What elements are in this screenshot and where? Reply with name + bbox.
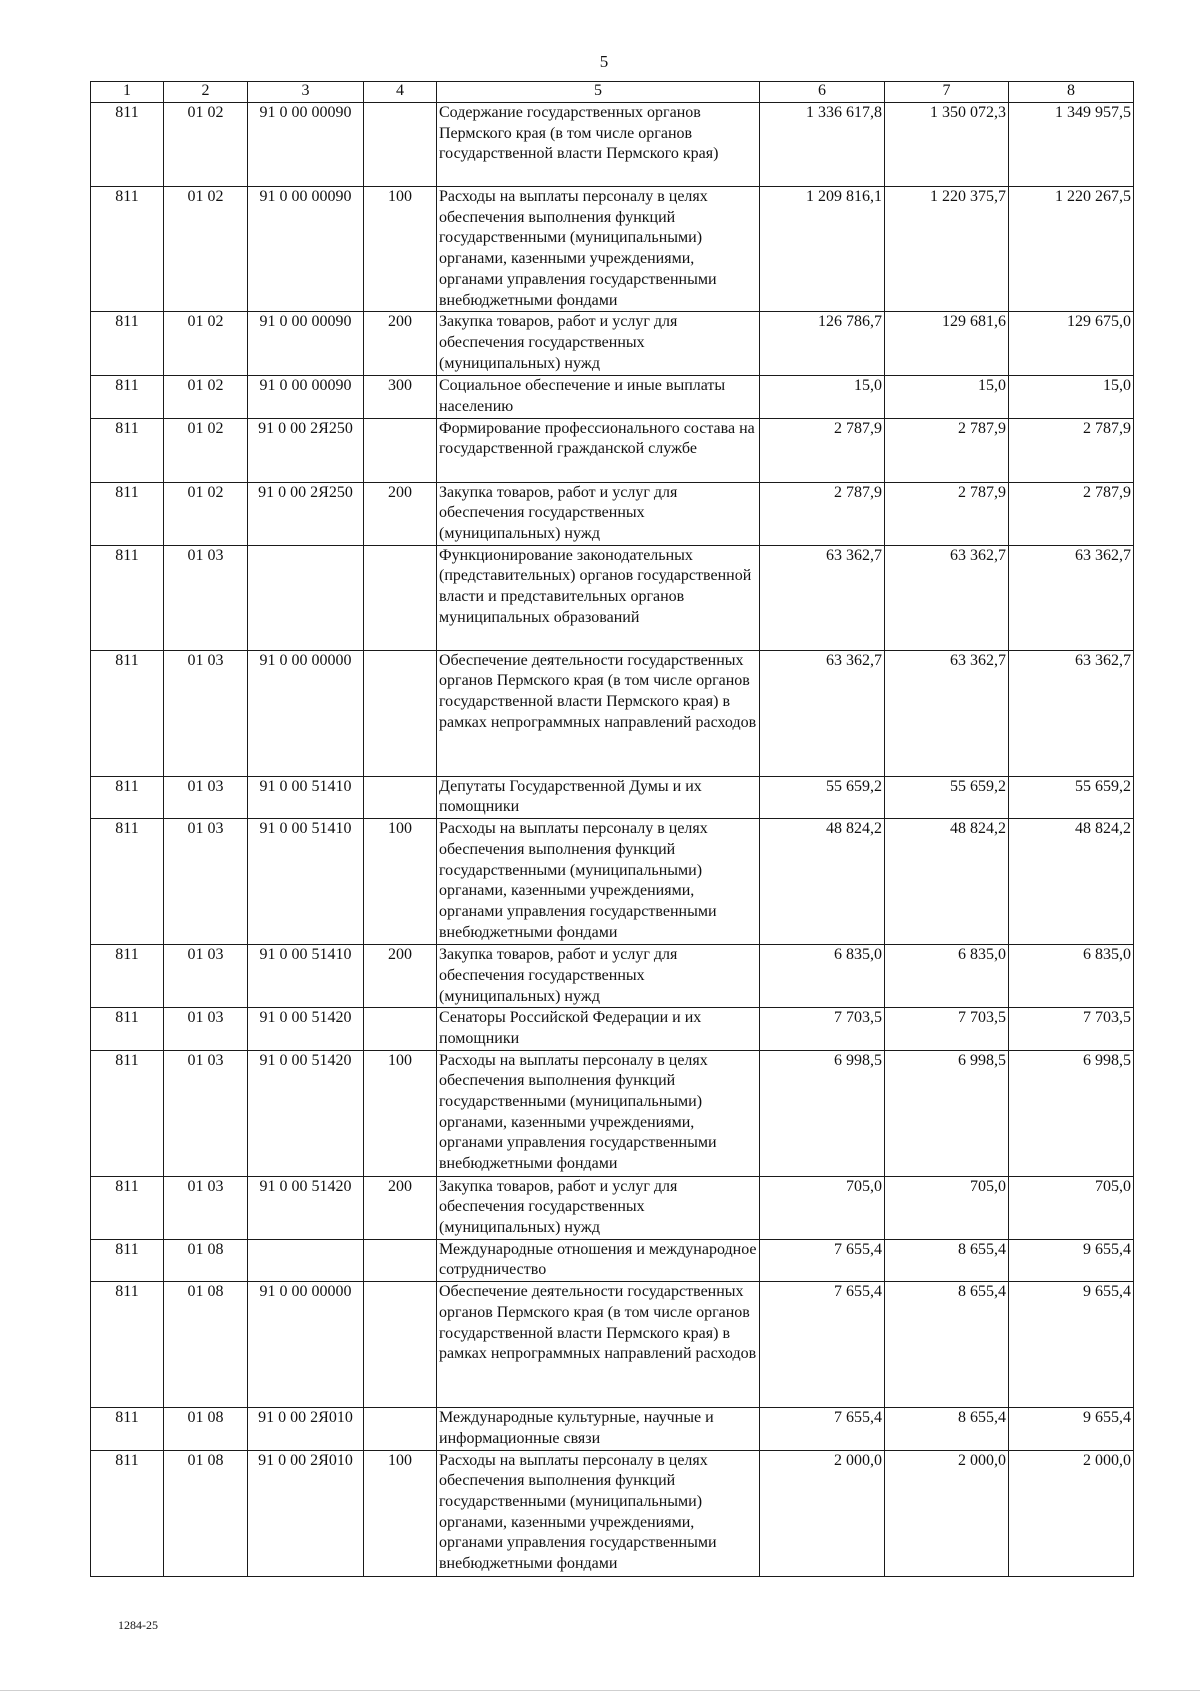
- cell-ministry: 811: [91, 650, 164, 776]
- table-row: [91, 482, 1134, 545]
- cell-section: 01 08: [164, 1282, 248, 1408]
- cell-description: Социальное обеспечение и иные выплаты населению: [437, 376, 760, 418]
- cell-section: 01 08: [164, 1239, 248, 1281]
- cell-expense-type: 200: [364, 312, 437, 376]
- table-row: [91, 418, 1134, 482]
- cell-target-article: 91 0 00 00090: [248, 312, 364, 376]
- header-col-2: 2: [164, 82, 248, 103]
- table-row: [91, 776, 1134, 818]
- cell-ministry: 811: [91, 945, 164, 1008]
- table-row: [91, 1450, 1134, 1576]
- cell-expense-type: 200: [364, 1176, 437, 1239]
- cell-target-article: 91 0 00 00000: [248, 650, 364, 776]
- cell-expense-type: [364, 1239, 437, 1281]
- cell-amount-8: 7 703,5: [1009, 1008, 1134, 1050]
- cell-amount-6: 48 824,2: [760, 819, 885, 945]
- cell-ministry: 811: [91, 376, 164, 418]
- cell-section: 01 03: [164, 545, 248, 650]
- cell-amount-6: 7 655,4: [760, 1282, 885, 1408]
- cell-amount-8: 705,0: [1009, 1176, 1134, 1239]
- cell-target-article: 91 0 00 00000: [248, 1282, 364, 1408]
- cell-amount-7: 705,0: [885, 1176, 1009, 1239]
- cell-amount-8: 48 824,2: [1009, 819, 1134, 945]
- cell-section: 01 02: [164, 482, 248, 545]
- document-code: 1284-25: [118, 1618, 158, 1632]
- cell-expense-type: [364, 1282, 437, 1408]
- cell-amount-6: 1 336 617,8: [760, 103, 885, 187]
- cell-expense-type: 100: [364, 819, 437, 945]
- cell-amount-6: 2 787,9: [760, 482, 885, 545]
- cell-target-article: 91 0 00 00090: [248, 103, 364, 187]
- cell-description: Закупка товаров, работ и услуг для обеспечения государственных (муниципальных) нужд: [437, 1176, 760, 1239]
- table-row: [91, 650, 1134, 776]
- cell-expense-type: 200: [364, 482, 437, 545]
- header-col-7: 7: [885, 82, 1009, 103]
- cell-amount-6: 2 000,0: [760, 1450, 885, 1576]
- cell-amount-8: 9 655,4: [1009, 1239, 1134, 1281]
- scan-edge-divider: [0, 1690, 1200, 1691]
- cell-amount-8: 2 787,9: [1009, 418, 1134, 482]
- cell-section: 01 03: [164, 1050, 248, 1176]
- cell-section: 01 03: [164, 650, 248, 776]
- cell-amount-8: 63 362,7: [1009, 650, 1134, 776]
- table-row: [91, 1050, 1134, 1176]
- cell-section: 01 02: [164, 376, 248, 418]
- cell-section: 01 03: [164, 819, 248, 945]
- cell-description: Закупка товаров, работ и услуг для обеспечения государственных (муниципальных) нужд: [437, 945, 760, 1008]
- cell-amount-6: 6 835,0: [760, 945, 885, 1008]
- cell-amount-8: 1 349 957,5: [1009, 103, 1134, 187]
- cell-description: Расходы на выплаты персоналу в целях обеспечения выполнения функций государственными (муниципальными) органами, казенными учреждениями, органами управления государственными внебюджетными фондами: [437, 187, 760, 312]
- cell-amount-7: 2 787,9: [885, 418, 1009, 482]
- table-row: [91, 312, 1134, 376]
- cell-description: Закупка товаров, работ и услуг для обеспечения государственных (муниципальных) нужд: [437, 312, 760, 376]
- cell-amount-7: 63 362,7: [885, 650, 1009, 776]
- cell-ministry: 811: [91, 819, 164, 945]
- cell-ministry: 811: [91, 1239, 164, 1281]
- cell-amount-8: 63 362,7: [1009, 545, 1134, 650]
- cell-section: 01 08: [164, 1450, 248, 1576]
- cell-amount-6: 15,0: [760, 376, 885, 418]
- cell-ministry: 811: [91, 1176, 164, 1239]
- cell-ministry: 811: [91, 187, 164, 312]
- cell-amount-7: 2 000,0: [885, 1450, 1009, 1576]
- table-row: [91, 1239, 1134, 1281]
- cell-expense-type: [364, 1008, 437, 1050]
- table-row: [91, 819, 1134, 945]
- cell-ministry: 811: [91, 545, 164, 650]
- cell-ministry: 811: [91, 418, 164, 482]
- cell-target-article: 91 0 00 51410: [248, 776, 364, 818]
- cell-amount-8: 6 998,5: [1009, 1050, 1134, 1176]
- cell-expense-type: [364, 1408, 437, 1450]
- table-row: [91, 103, 1134, 187]
- cell-target-article: [248, 545, 364, 650]
- cell-amount-6: 2 787,9: [760, 418, 885, 482]
- cell-amount-6: 126 786,7: [760, 312, 885, 376]
- cell-section: 01 02: [164, 103, 248, 187]
- header-row: [91, 82, 1134, 103]
- cell-amount-7: 129 681,6: [885, 312, 1009, 376]
- cell-target-article: [248, 1239, 364, 1281]
- cell-expense-type: [364, 103, 437, 187]
- cell-section: 01 03: [164, 1176, 248, 1239]
- cell-target-article: 91 0 00 51410: [248, 945, 364, 1008]
- cell-expense-type: [364, 418, 437, 482]
- cell-amount-7: 1 220 375,7: [885, 187, 1009, 312]
- cell-target-article: 91 0 00 00090: [248, 187, 364, 312]
- table-row: [91, 945, 1134, 1008]
- table-row: [91, 1176, 1134, 1239]
- header-col-8: 8: [1009, 82, 1134, 103]
- cell-amount-8: 1 220 267,5: [1009, 187, 1134, 312]
- table-row: [91, 1282, 1134, 1408]
- cell-amount-7: 7 703,5: [885, 1008, 1009, 1050]
- cell-description: Обеспечение деятельности государственных органов Пермского края (в том числе органов государственной власти Пермского края) в рамках непрограммных направлений расходов: [437, 650, 760, 776]
- cell-description: Обеспечение деятельности государственных органов Пермского края (в том числе органов государственной власти Пермского края) в рамках непрограммных направлений расходов: [437, 1282, 760, 1408]
- cell-ministry: 811: [91, 1408, 164, 1450]
- cell-description: Закупка товаров, работ и услуг для обеспечения государственных (муниципальных) нужд: [437, 482, 760, 545]
- cell-amount-6: 7 655,4: [760, 1408, 885, 1450]
- cell-ministry: 811: [91, 776, 164, 818]
- cell-amount-7: 1 350 072,3: [885, 103, 1009, 187]
- cell-expense-type: 200: [364, 945, 437, 1008]
- cell-description: Содержание государственных органов Пермского края (в том числе органов государственной власти Пермского края): [437, 103, 760, 187]
- cell-amount-8: 2 000,0: [1009, 1450, 1134, 1576]
- cell-amount-6: 705,0: [760, 1176, 885, 1239]
- cell-amount-7: 8 655,4: [885, 1239, 1009, 1281]
- cell-amount-6: 63 362,7: [760, 545, 885, 650]
- cell-description: Расходы на выплаты персоналу в целях обеспечения выполнения функций государственными (муниципальными) органами, казенными учреждениями, органами управления государственными внебюджетными фондами: [437, 819, 760, 945]
- cell-description: Сенаторы Российской Федерации и их помощники: [437, 1008, 760, 1050]
- cell-description: Международные отношения и международное сотрудничество: [437, 1239, 760, 1281]
- cell-description: Расходы на выплаты персоналу в целях обеспечения выполнения функций государственными (муниципальными) органами, казенными учреждениями, органами управления государственными внебюджетными фондами: [437, 1450, 760, 1576]
- cell-target-article: 91 0 00 2Я250: [248, 418, 364, 482]
- cell-amount-7: 2 787,9: [885, 482, 1009, 545]
- cell-amount-7: 48 824,2: [885, 819, 1009, 945]
- cell-ministry: 811: [91, 312, 164, 376]
- cell-expense-type: 300: [364, 376, 437, 418]
- cell-description: Депутаты Государственной Думы и их помощники: [437, 776, 760, 818]
- cell-ministry: 811: [91, 1050, 164, 1176]
- page-number: 5: [599, 52, 609, 71]
- cell-target-article: 91 0 00 51420: [248, 1176, 364, 1239]
- cell-amount-8: 9 655,4: [1009, 1282, 1134, 1408]
- table-row: [91, 376, 1134, 418]
- cell-expense-type: [364, 776, 437, 818]
- cell-amount-6: 7 703,5: [760, 1008, 885, 1050]
- cell-amount-8: 129 675,0: [1009, 312, 1134, 376]
- cell-target-article: 91 0 00 2Я010: [248, 1408, 364, 1450]
- cell-ministry: 811: [91, 1282, 164, 1408]
- cell-expense-type: [364, 545, 437, 650]
- cell-section: 01 02: [164, 418, 248, 482]
- cell-amount-6: 6 998,5: [760, 1050, 885, 1176]
- cell-description: Расходы на выплаты персоналу в целях обеспечения выполнения функций государственными (муниципальными) органами, казенными учреждениями, органами управления государственными внебюджетными фондами: [437, 1050, 760, 1176]
- cell-section: 01 08: [164, 1408, 248, 1450]
- cell-target-article: 91 0 00 51410: [248, 819, 364, 945]
- table-row: [91, 545, 1134, 650]
- cell-amount-8: 9 655,4: [1009, 1408, 1134, 1450]
- cell-expense-type: 100: [364, 1050, 437, 1176]
- table-row: [91, 1408, 1134, 1450]
- cell-description: Формирование профессионального состава на государственной гражданской службе: [437, 418, 760, 482]
- cell-amount-7: 8 655,4: [885, 1408, 1009, 1450]
- cell-amount-6: 63 362,7: [760, 650, 885, 776]
- cell-ministry: 811: [91, 482, 164, 545]
- cell-amount-6: 7 655,4: [760, 1239, 885, 1281]
- header-col-6: 6: [760, 82, 885, 103]
- cell-expense-type: 100: [364, 187, 437, 312]
- cell-ministry: 811: [91, 1008, 164, 1050]
- cell-target-article: 91 0 00 00090: [248, 376, 364, 418]
- cell-amount-8: 15,0: [1009, 376, 1134, 418]
- table-row: [91, 1008, 1134, 1050]
- header-col-3: 3: [248, 82, 364, 103]
- cell-section: 01 02: [164, 312, 248, 376]
- table-row: [91, 187, 1134, 312]
- cell-section: 01 02: [164, 187, 248, 312]
- cell-amount-7: 6 835,0: [885, 945, 1009, 1008]
- cell-section: 01 03: [164, 1008, 248, 1050]
- cell-amount-8: 6 835,0: [1009, 945, 1134, 1008]
- cell-target-article: 91 0 00 2Я250: [248, 482, 364, 545]
- header-col-4: 4: [364, 82, 437, 103]
- budget-table: [90, 81, 1134, 1577]
- cell-amount-8: 55 659,2: [1009, 776, 1134, 818]
- header-col-1: 1: [91, 82, 164, 103]
- cell-amount-7: 63 362,7: [885, 545, 1009, 650]
- cell-target-article: 91 0 00 51420: [248, 1050, 364, 1176]
- cell-amount-7: 55 659,2: [885, 776, 1009, 818]
- cell-amount-8: 2 787,9: [1009, 482, 1134, 545]
- cell-amount-7: 8 655,4: [885, 1282, 1009, 1408]
- cell-amount-6: 1 209 816,1: [760, 187, 885, 312]
- cell-ministry: 811: [91, 1450, 164, 1576]
- cell-description: Международные культурные, научные и информационные связи: [437, 1408, 760, 1450]
- cell-amount-6: 55 659,2: [760, 776, 885, 818]
- cell-ministry: 811: [91, 103, 164, 187]
- cell-expense-type: [364, 650, 437, 776]
- cell-expense-type: 100: [364, 1450, 437, 1576]
- header-col-5: 5: [437, 82, 760, 103]
- cell-target-article: 91 0 00 2Я010: [248, 1450, 364, 1576]
- cell-section: 01 03: [164, 945, 248, 1008]
- cell-amount-7: 6 998,5: [885, 1050, 1009, 1176]
- cell-amount-7: 15,0: [885, 376, 1009, 418]
- cell-section: 01 03: [164, 776, 248, 818]
- cell-target-article: 91 0 00 51420: [248, 1008, 364, 1050]
- cell-description: Функционирование законодательных (представительных) органов государственной власти и представительных органов муниципальных образований: [437, 545, 760, 650]
